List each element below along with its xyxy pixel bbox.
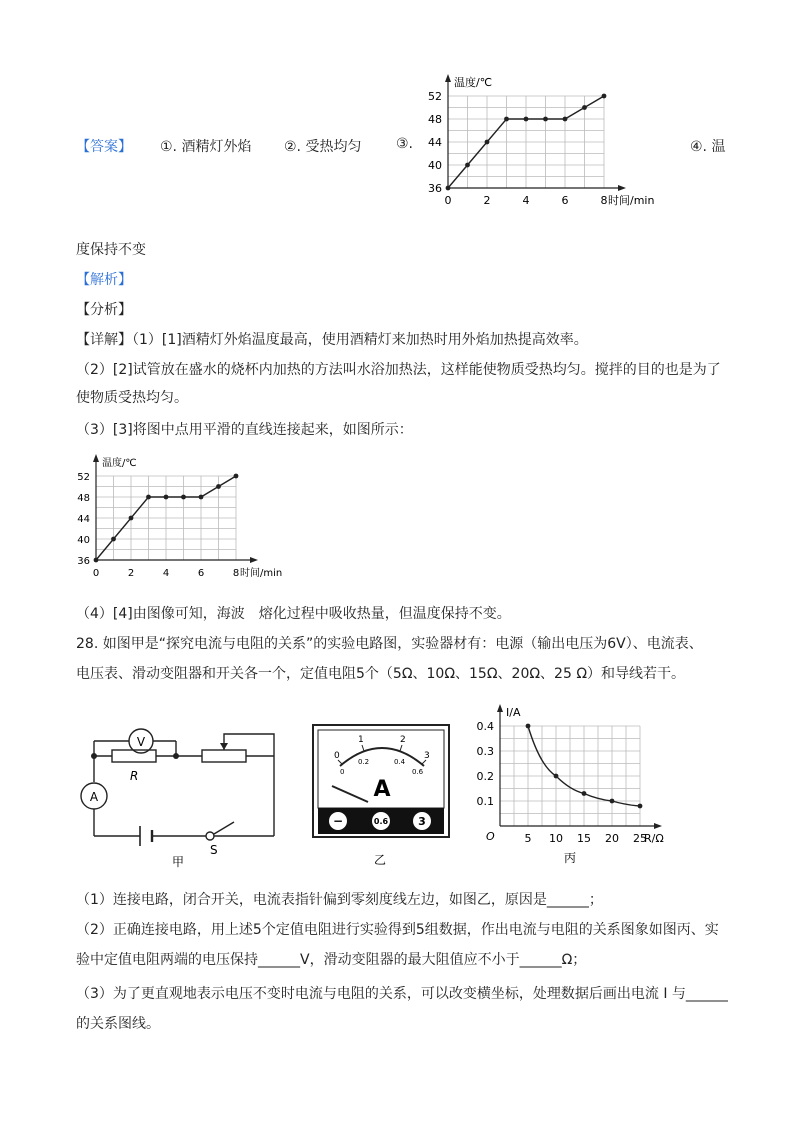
data-point xyxy=(543,117,548,122)
y-tick-label: 0.2 xyxy=(476,770,494,783)
top-scale-2: 2 xyxy=(400,735,406,745)
data-point xyxy=(582,791,587,796)
q28-sub-3b: 的关系图线。 xyxy=(76,1016,160,1032)
x-axis-label: 时间/min xyxy=(608,194,655,207)
switch-icon xyxy=(214,822,234,834)
circuit-caption: 甲 xyxy=(172,855,185,868)
x-axis-arrow xyxy=(618,185,626,191)
y-axis-label: 温度/℃ xyxy=(102,458,137,469)
x-axis-label: R/Ω xyxy=(644,832,664,845)
detail-4: （4）[4]由图像可知，海波 熔化过程中吸收热量，但温度保持不变。 xyxy=(76,606,511,622)
answer-4: ④. 温 xyxy=(690,139,726,155)
x-axis-arrow xyxy=(654,823,662,829)
answer-4-continued: 度保持不变 xyxy=(76,242,146,258)
meter-caption: 乙 xyxy=(374,853,387,867)
chart-caption: 丙 xyxy=(563,851,577,865)
top-scale-0: 0 xyxy=(334,751,340,761)
detail-3: （3）[3]将图中点用平滑的直线连接起来，如图所示： xyxy=(76,422,413,438)
data-point xyxy=(554,774,559,779)
data-point xyxy=(582,105,587,110)
data-point xyxy=(524,117,529,122)
data-point xyxy=(504,117,509,122)
y-tick-label: 52 xyxy=(428,90,442,103)
y-axis-label: 温度/℃ xyxy=(454,76,493,89)
data-point xyxy=(146,495,151,500)
x-tick-label: 20 xyxy=(605,832,619,845)
data-point xyxy=(602,94,607,99)
data-point xyxy=(181,495,186,500)
answer-1: ①. 酒精灯外焰 xyxy=(160,139,252,155)
temperature-chart-detail xyxy=(64,448,324,598)
y-tick-label: 48 xyxy=(77,493,90,504)
y-tick-label: 48 xyxy=(428,113,442,126)
x-tick-label: 2 xyxy=(483,194,491,207)
answer-3: ③. xyxy=(396,136,414,152)
top-scale-1: 1 xyxy=(358,735,364,745)
q28-sub-1: （1）连接电路，闭合开关，电流表指针偏到零刻度线左边，如图乙，原因是______； xyxy=(76,892,603,908)
resistor-R xyxy=(112,750,156,762)
temperature-chart-answer xyxy=(420,64,690,214)
data-point xyxy=(111,537,116,542)
origin-label: O xyxy=(486,830,495,843)
bottom-scale-0: 0 xyxy=(340,768,345,776)
x-axis-arrow xyxy=(250,557,258,563)
x-axis-label: 时间/min xyxy=(240,568,283,579)
jiexi-tag: 【解析】 xyxy=(76,272,132,288)
x-tick-label: 6 xyxy=(561,194,569,207)
circuit-diagram xyxy=(74,708,284,868)
x-tick-label: 2 xyxy=(127,568,135,579)
y-tick-label: 0.3 xyxy=(476,745,494,758)
y-axis-arrow xyxy=(93,454,99,462)
switch-label: S xyxy=(210,843,218,857)
terminal-label-negative: − xyxy=(332,814,344,828)
bottom-scale-2: 0.4 xyxy=(394,758,406,766)
x-tick-label: 15 xyxy=(577,832,591,845)
terminal-label-0-6: 0.6 xyxy=(373,817,389,826)
voltmeter-label: V xyxy=(136,735,146,749)
y-axis-arrow xyxy=(445,74,451,82)
top-scale-3: 3 xyxy=(424,751,430,761)
data-point xyxy=(446,186,451,191)
x-tick-label: 8 xyxy=(232,568,240,579)
data-point xyxy=(199,495,204,500)
data-point xyxy=(216,484,221,489)
bottom-scale-1: 0.2 xyxy=(358,758,370,766)
y-tick-label: 44 xyxy=(428,136,442,149)
data-point xyxy=(164,495,169,500)
answer-tag: 【答案】 xyxy=(76,139,132,155)
detail-2b: 使物质受热均匀。 xyxy=(76,390,188,406)
y-axis-label: I/A xyxy=(506,706,521,719)
y-tick-label: 40 xyxy=(77,535,90,546)
data-point xyxy=(485,140,490,145)
detail-2a: （2）[2]试管放在盛水的烧杯内加热的方法叫水浴加热法，这样能使物质受热均匀。搅拌的目的也是为了 xyxy=(76,362,721,378)
y-tick-label: 52 xyxy=(77,472,90,483)
detail-1: 【详解】（1）[1]酒精灯外焰温度最高，使用酒精灯来加热时用外焰加热提高效率。 xyxy=(76,332,588,348)
x-tick-label: 25 xyxy=(633,832,647,845)
x-tick-label: 10 xyxy=(549,832,563,845)
data-point xyxy=(526,724,531,729)
data-point xyxy=(129,516,134,521)
data-point xyxy=(465,163,470,168)
q28-intro-1: 28. 如图甲是“探究电流与电阻的关系”的实验电路图，实验器材有：电源（输出电压为6V）、电流表、 xyxy=(76,636,703,652)
y-tick-label: 36 xyxy=(428,182,442,195)
y-tick-label: 36 xyxy=(77,556,90,567)
q28-sub-2a: （2）正确连接电路，用上述5个定值电阻进行实验得到5组数据，作出电流与电阻的关系图象如图丙、实 xyxy=(76,922,719,938)
x-tick-label: 6 xyxy=(197,568,205,579)
bottom-scale-3: 0.6 xyxy=(412,768,424,776)
ammeter-face xyxy=(312,724,452,869)
data-point xyxy=(610,799,615,804)
meter-unit: A xyxy=(373,777,391,802)
ammeter-label: A xyxy=(89,790,99,804)
x-tick-label: 0 xyxy=(444,194,452,207)
terminal-label-3: 3 xyxy=(418,815,426,828)
data-point xyxy=(94,558,99,563)
data-point xyxy=(234,474,239,479)
data-point xyxy=(563,117,568,122)
x-tick-label: 4 xyxy=(522,194,530,207)
y-axis-arrow xyxy=(497,704,503,712)
x-tick-label: 0 xyxy=(92,568,100,579)
rheostat xyxy=(202,750,246,762)
q28-sub-3a: （3）为了更直观地表示电压不变时电流与电阻的关系，可以改变横坐标，处理数据后画出电流 I 与______ xyxy=(76,986,728,1002)
q28-sub-2b: 验中定值电阻两端的电压保持______V，滑动变阻器的最大阻值应不小于______Ω； xyxy=(76,952,587,968)
resistor-label: R xyxy=(130,769,139,783)
x-tick-label: 4 xyxy=(162,568,170,579)
y-tick-label: 44 xyxy=(77,514,90,525)
y-tick-label: 40 xyxy=(428,159,442,172)
current-resistance-chart xyxy=(464,694,694,868)
y-tick-label: 0.1 xyxy=(476,795,494,808)
y-tick-label: 0.4 xyxy=(476,720,494,733)
data-point xyxy=(638,804,643,809)
fenxi-tag: 【分析】 xyxy=(76,302,132,318)
x-tick-label: 5 xyxy=(524,832,532,845)
answer-2: ②. 受热均匀 xyxy=(284,139,362,155)
q28-intro-2: 电压表、滑动变阻器和开关各一个，定值电阻5个（5Ω、10Ω、15Ω、20Ω、25 Ω）和导线若干。 xyxy=(76,666,686,682)
x-tick-label: 8 xyxy=(600,194,608,207)
